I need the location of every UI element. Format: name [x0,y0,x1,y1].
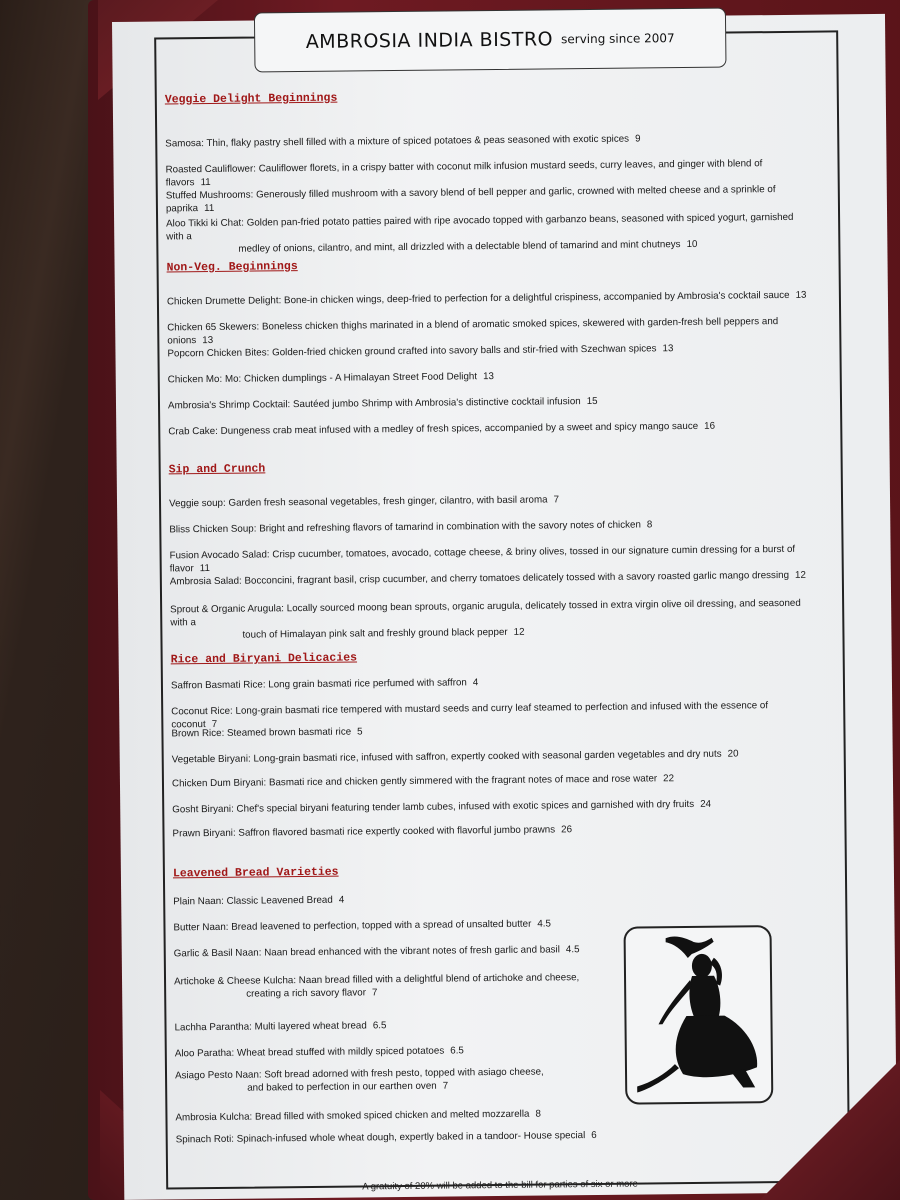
menu-item-name: Samosa: [165,138,205,150]
menu-item-price: 5 [357,726,363,738]
menu-item-price: 4.5 [537,918,552,930]
menu-item-price: 7 [211,718,218,730]
menu-item-price: 13 [202,334,214,347]
menu-item-description-line2: medley of onions, cilantro, and mint, all drizzled with a delectable blend of tamarind and mint chutneys [238,239,681,255]
menu-page [112,14,897,1200]
menu-item-description: Naan bread filled with a delightful blend of artichoke and cheese, [298,972,580,987]
menu-item-description: Long-grain basmati rice, infused with saffron, expertly cooked with seasonal garden vegetables and dry nuts [253,748,722,765]
restaurant-name: AMBROSIA INDIA BISTRO [305,28,554,53]
menu-item-price: 22 [663,773,675,785]
menu-item-price: 16 [704,420,716,432]
menu-item-price: 13 [795,289,807,301]
menu-item-description: Long-grain basmati rice tempered with mustard seeds and curry leaf steamed to perfection and infused with the essence of coconut [171,700,769,731]
menu-item-name: Fusion Avocado Salad: [169,549,270,562]
menu-item-description: Soft bread adorned with fresh pesto, topped with asiago cheese, [264,1066,544,1081]
menu-item-name: Butter Naan: [173,921,229,934]
menu-item-price: 24 [700,798,712,810]
section-title: Leavened Bread Varieties [172,865,339,881]
menu-item-description: Chicken dumplings - A Himalayan Street Food Delight [243,371,478,385]
menu-item-price: 10 [686,238,698,250]
menu-item-name: Roasted Cauliflower: [165,163,257,176]
menu-item-name: Gosht Biryani: [172,803,234,816]
menu-title-box [254,8,727,73]
menu-item-description: Crisp cucumber, tomatoes, avocado, cottage cheese, & briny olives, tossed in our signature cumin dressing for a burst of flavor [169,543,796,575]
menu-item-price: 13 [662,343,674,355]
section-title: Non-Veg. Beginnings [166,260,298,275]
menu-item-price: 6 [591,1129,597,1142]
menu-item [166,211,806,257]
menu-item-price: 8 [646,519,653,531]
dancer-silhouette-icon [626,927,768,1098]
menu-item-description: Generously filled mushroom with a savory blend of bell pepper and garlic, crowned with melted cheese and a sprinkle of paprika [165,184,776,215]
menu-item-name: Spinach Roti: [175,1133,235,1146]
menu-item-description: Long grain basmati rice perfumed with saffron [268,677,467,691]
menu-item-name: Chicken 65 Skewers: [167,321,260,334]
menu-item-price: 6.5 [450,1045,464,1057]
menu-item-description: Wheat bread stuffed with mildly spiced potatoes [236,1045,445,1059]
menu-item-name: Aloo Paratha: [174,1047,235,1060]
menu-item-price: 12 [513,626,525,638]
section-title: Sip and Crunch [168,462,266,477]
menu-item-name: Garlic & Basil Naan: [173,947,262,960]
menu-item-price: 7 [371,987,378,999]
menu-item-description: Garden fresh seasonal vegetables, fresh ginger, cilantro, with basil aroma [228,494,548,509]
menu-item-price: 4 [338,894,345,906]
menu-item-description: Bright and refreshing flavors of tamarind in combination with the savory notes of chicken [259,519,641,535]
menu-item-name: Artichoke & Cheese Kulcha: [173,975,297,988]
menu-item-description: Cauliflower florets, in a crispy batter with coconut milk infusion mustard seeds, curry leaves, and ginger with blend of flavors [165,158,763,189]
menu-item-description: Chef's special biryani featuring tender lamb cubes, infused with exotic spices and garnished with dry fruits [236,798,695,815]
menu-item-name: Sprout & Organic Arugula: [170,603,285,616]
menu-item-description: Spinach-infused whole wheat dough, expertly baked in a tandoor- House special [236,1130,586,1145]
menu-item-description: Steamed brown basmati rice [226,726,352,739]
menu-item-name: Coconut Rice: [171,705,233,718]
gratuity-note: A gratuity of 20% will be added to the bill for parties of six or more [362,1178,638,1193]
menu-item-price: 13 [483,371,495,383]
menu-item-name: Ambrosia Kulcha: [175,1111,253,1124]
dancer-illustration [624,925,774,1105]
menu-item-description: Boneless chicken thighs marinated in a blend of aromatic smoked spices, skewered with garden-fresh bell peppers and onions [167,316,779,347]
section-title: Rice and Biryani Delicacies [170,651,358,667]
menu-item-price: 7 [442,1080,449,1092]
menu-item-description: Bocconcini, fragrant basil, crisp cucumber, and cherry tomatoes delicately tossed with a savory roasted garlic mango dressing [244,569,790,587]
menu-item-price: 15 [586,395,598,408]
menu-item-name: Chicken Drumette Delight: [166,295,282,308]
menu-item-description: Multi layered wheat bread [254,1020,367,1033]
menu-item [170,597,810,643]
menu-item-description: Bread leavened to perfection, topped with a spread of unsalted butter [231,918,532,933]
menu-item-price: 6.5 [372,1020,387,1032]
menu-item-price: 9 [634,133,641,145]
menu-item-description: Naan bread enhanced with the vibrant notes of fresh garlic and basil [264,944,560,959]
menu-item-description: Basmati rice and chicken gently simmered with the fragrant notes of mace and rose water [268,773,658,789]
menu-item-description-line2: creating a rich savory flavor [246,987,367,1000]
menu-item-price: 8 [535,1108,541,1120]
menu-item-price: 11 [199,563,210,575]
menu-item-name: Veggie soup: [168,497,226,510]
tagline: serving since 2007 [561,31,675,47]
menu-item-name: Stuffed Mushrooms: [165,189,254,202]
menu-item-price: 4 [472,677,479,689]
menu-item-name: Ambrosia Salad: [169,575,242,588]
menu-item-name: Plain Naan: [173,895,224,908]
menu-item-description: Thin, flaky pastry shell filled with a mixture of spiced potatoes & peas seasoned with exotic spices [206,133,630,150]
menu-item-price: 4.5 [565,944,580,956]
menu-item-description: Golden pan-fried potato patties paired with ripe avocado topped with garbanzo beans, seasoned with spiced yogurt, garnished with a [166,211,794,243]
menu-item-price: 11 [200,176,211,189]
menu-item-name: Asiago Pesto Naan: [174,1069,262,1082]
menu-item [175,1065,615,1096]
menu-item-price: 26 [561,824,573,836]
menu-item-description: Dungeness crab meat infused with a medley of fresh spices, accompanied by a sweet and spicy mango sauce [220,420,699,437]
menu-item-price: 12 [794,569,806,581]
menu-item-description-line2: touch of Himalayan pink salt and freshly ground black pepper [242,626,508,641]
menu-item-description: Golden-fried chicken ground crafted into savory balls and stir-fried with Szechwan spices [271,343,657,359]
menu-item-name: Crab Cake: [168,425,218,438]
menu-item-price: 20 [727,748,739,760]
menu-item-name: Popcorn Chicken Bites: [167,347,270,360]
menu-item-name: Vegetable Biryani: [171,753,251,766]
menu-item-description: Sautéed jumbo Shrimp with Ambrosia's distinctive cocktail infusion [292,396,581,411]
menu-item-price: 7 [553,494,560,506]
section-title: Veggie Delight Beginnings [164,91,338,107]
menu-item-name: Saffron Basmati Rice: [170,679,266,692]
menu-item-description: Bread filled with smoked spiced chicken and melted mozzarella [254,1108,530,1123]
menu-item-name: Bliss Chicken Soup: [169,523,257,536]
menu-item-name: Lachha Parantha: [174,1021,252,1034]
menu-item-name: Prawn Biryani: [172,827,236,840]
menu-item-price: 11 [204,202,215,215]
menu-item-name: Brown Rice: [171,727,225,740]
menu-item-name: Ambrosia's Shrimp Cocktail: [167,399,291,412]
menu-item [174,971,614,1002]
menu-item-description: Locally sourced moong bean sprouts, organic arugula, delicately tossed in extra virgin olive oil dressing, and seasoned with a [170,597,801,629]
menu-item-description: Classic Leavened Bread [226,894,333,907]
menu-item-description: Bone-in chicken wings, deep-fried to perfection for a delightful crispiness, accompanied by Ambrosia's cocktail sauce [283,289,790,307]
menu-item-name: Chicken Dum Biryani: [171,777,267,790]
menu-item-name: Chicken Mo: Mo: [167,373,242,386]
menu-item-description: Saffron flavored basmati rice expertly cooked with flavorful jumbo prawns [238,824,556,839]
menu-item-description-line2: and baked to perfection in our earthen oven [247,1080,437,1094]
menu-item-name: Aloo Tikki ki Chat: [166,217,245,230]
